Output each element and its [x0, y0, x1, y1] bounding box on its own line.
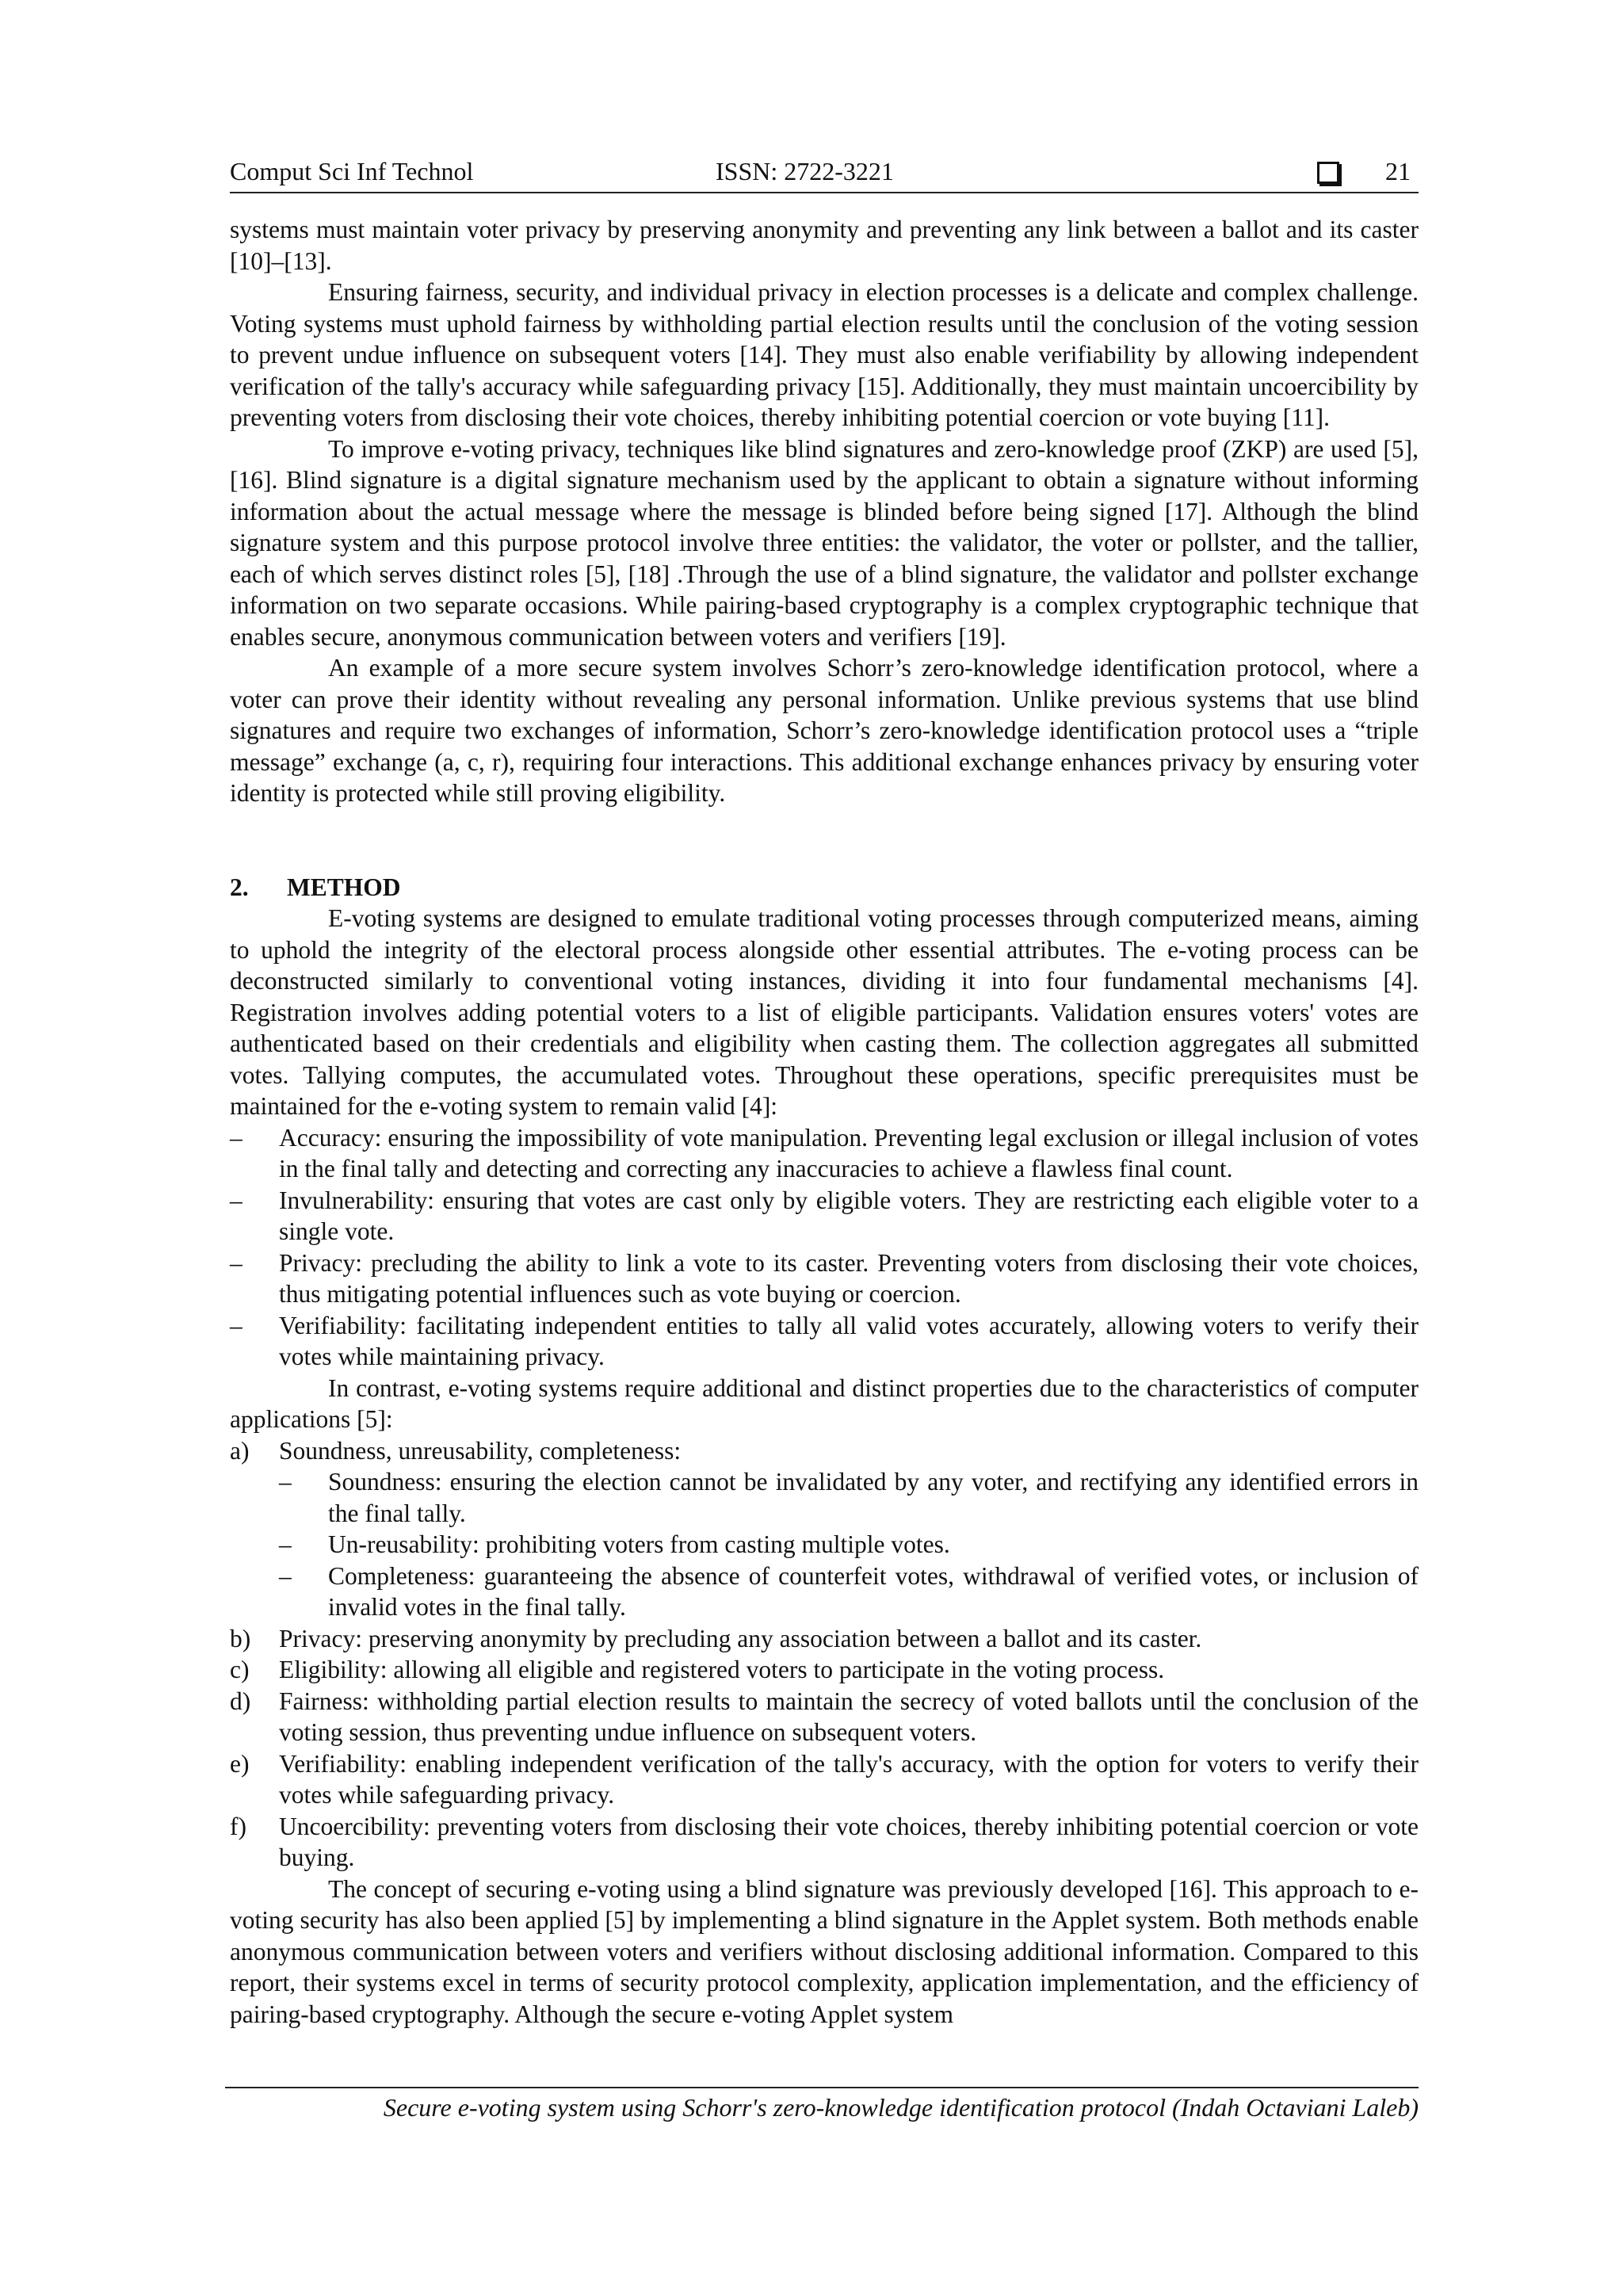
- list-item: a) Soundness, unreusability, completeness: – Soundness: ensuring the election cannot be invalidated by any voter, and rectifying any identified errors in the final tally. – Un-reusability: prohibiting voters from casting multiple votes. – Completeness: guaranteeing the absence of counterfeit votes, withdrawal of verified votes, or inclusion of invalid votes in the final tally.: [230, 1435, 1419, 1623]
- journal-name: Comput Sci Inf Technol: [230, 157, 474, 185]
- paragraph: The concept of securing e-voting using a blind signature was previously developed [16]. This approach to e-voting security has also been applied [5] by implementing a blind signature in the Applet system. Both methods enable anonymous communication between voters and verifiers without disclosing additional information. Compared to this report, their systems excel in terms of security protocol complexity, application implementation, and the efficiency of pairing-based cryptography. Although the secure e-voting Applet system: [230, 1874, 1419, 2028]
- list-item: – Soundness: ensuring the election cannot be invalidated by any voter, and rectifying any identified errors in the final tally.: [279, 1468, 1419, 1527]
- letter-marker: f): [230, 1812, 246, 1840]
- letter-marker: c): [230, 1656, 250, 1683]
- checkbox-square-icon: [1317, 162, 1339, 184]
- letter-marker: e): [230, 1749, 250, 1778]
- list-item: e) Verifiability: enabling independent verification of the tally's accuracy, with the option for voters to verify their votes while safeguarding privacy.: [230, 1749, 1419, 1809]
- list-item: – Un-reusability: prohibiting voters from casting multiple votes.: [279, 1529, 1419, 1561]
- page-footer: [225, 2087, 1419, 2123]
- paragraph: systems must maintain voter privacy by preserving anonymity and preventing any link between a ballot and its caster [10]–[13].: [230, 216, 1419, 275]
- list-item: d) Fairness: withholding partial election results to maintain the secrecy of voted ballots until the conclusion of the voting session, thus preventing undue influence on subsequent voters.: [230, 1687, 1419, 1746]
- list-item: b) Privacy: preserving anonymity by precluding any association between a ballot and its caster.: [230, 1623, 1419, 1655]
- list-item: c) Eligibility: allowing all eligible and registered voters to participate in the voting process.: [230, 1654, 1419, 1686]
- letter-marker: d): [230, 1687, 251, 1715]
- dash-marker: –: [230, 1186, 242, 1214]
- dash-marker: –: [279, 1468, 292, 1496]
- list-item: – Invulnerability: ensuring that votes are cast only by eligible voters. They are restricting each eligible voter to a single vote.: [230, 1186, 1419, 1245]
- page-header: [230, 155, 1419, 193]
- paragraph: An example of a more secure system involves Schorr’s zero-knowledge identification protocol, where a voter can prove their identity without revealing any personal information. Unlike previous systems that use blind signatures and require two exchanges of information, Schorr’s zero-knowledge identification protocol uses a “triple message” exchange (a, c, r), requiring four interactions. This additional exchange enhances privacy by ensuring voter identity is protected while still proving eligibility.: [230, 654, 1419, 807]
- subproperties-list: [279, 1466, 1419, 1623]
- section-heading: [230, 872, 1419, 904]
- dash-marker: –: [279, 1530, 292, 1558]
- list-item: – Verifiability: facilitating independent entities to tally all valid votes accurately, allowing voters to verify their votes while maintaining privacy.: [230, 1311, 1419, 1370]
- page-number: 21: [1385, 157, 1411, 185]
- list-item: f) Uncoercibility: preventing voters from disclosing their vote choices, thereby inhibiting potential coercion or vote buying.: [230, 1812, 1419, 1871]
- running-title: Secure e-voting system using Schorr's zero-knowledge identification protocol (Indah Octaviani Laleb): [383, 2093, 1419, 2122]
- body-text: [230, 214, 1419, 2030]
- dash-marker: –: [230, 1311, 242, 1339]
- section-title: METHOD: [287, 873, 401, 901]
- dash-marker: –: [230, 1248, 242, 1277]
- paragraph: In contrast, e-voting systems require additional and distinct properties due to the characteristics of computer applications [5]:: [230, 1373, 1419, 1433]
- list-item: – Privacy: precluding the ability to link a vote to its caster. Preventing voters from disclosing their vote choices, thus mitigating potential influences such as vote buying or coercion.: [230, 1248, 1419, 1308]
- issn: ISSN: 2722-3221: [716, 157, 894, 185]
- requirements-list: [230, 1122, 1419, 1373]
- list-item: – Accuracy: ensuring the impossibility of vote manipulation. Preventing legal exclusion or illegal inclusion of votes in the final tally and detecting and correcting any inaccuracies to achieve a flawless final count.: [230, 1123, 1419, 1182]
- properties-list: [230, 1435, 1419, 1874]
- list-item: – Completeness: guaranteeing the absence of counterfeit votes, withdrawal of verified votes, or inclusion of invalid votes in the final tally.: [279, 1561, 1419, 1621]
- paragraph: To improve e-voting privacy, techniques like blind signatures and zero-knowledge proof (ZKP) are used [5], [16]. Blind signature is a digital signature mechanism used by the applicant to obtain a signature without informing information about the actual message where the message is blinded before being signed [17]. Although the blind signature system and this purpose protocol involve three entities: the validator, the voter or pollster, and the tallier, each of which serves distinct roles [5], [18] .Through the use of a blind signature, the validator and pollster exchange information on two separate occasions. While pairing-based cryptography is a complex cryptographic technique that enables secure, anonymous communication between voters and verifiers [19].: [230, 434, 1419, 651]
- section-number: 2.: [230, 873, 249, 901]
- letter-marker: a): [230, 1436, 250, 1465]
- paragraph: E-voting systems are designed to emulate traditional voting processes through computerized means, aiming to uphold the integrity of the electoral process alongside other essential attributes. The e-voting process can be deconstructed similarly to conventional voting instances, dividing it into four fundamental mechanisms [4]. Registration involves adding potential voters to a list of eligible participants. Validation ensures voters' votes are authenticated based on their credentials and eligibility when casting them. The collection aggregates all submitted votes. Tallying computes, the accumulated votes. Throughout these operations, specific prerequisites must be maintained for the e-voting system to remain valid [4]:: [230, 904, 1419, 1120]
- dash-marker: –: [279, 1561, 292, 1590]
- paragraph: Ensuring fairness, security, and individual privacy in election processes is a delicate and complex challenge. Voting systems must uphold fairness by withholding partial election results until the conclusion of the voting session to prevent undue influence on subsequent voters [14]. They must also enable verifiability by allowing independent verification of the tally's accuracy while safeguarding privacy [15]. Additionally, they must maintain uncoercibility by preventing voters from disclosing their vote choices, thereby inhibiting potential coercion or vote buying [11].: [230, 278, 1419, 431]
- letter-marker: b): [230, 1624, 251, 1652]
- dash-marker: –: [230, 1123, 242, 1152]
